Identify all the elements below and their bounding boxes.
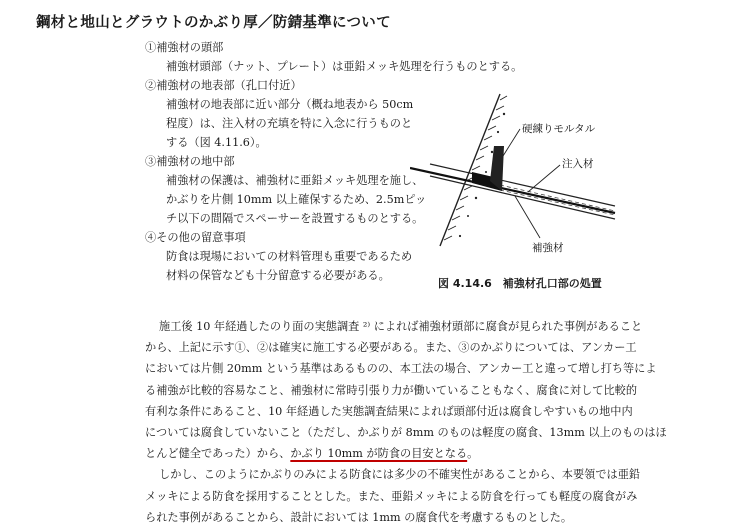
item-heading: ②補強材の地表部（孔口付近） — [145, 79, 302, 92]
paragraph-line: においては片側 20mm という基準はあるものの、本工法の場合、アンカー工と違って増し打ち等によ — [145, 362, 657, 376]
line-suffix: 。 — [467, 447, 479, 461]
paragraph-line: る補強が比較的容易なこと、補強材に常時引張り力が働いていることもなく、腐食に対して比較的 — [145, 383, 638, 397]
paragraph-line: られた事例があることから、設計においては 1mm の腐食代を考慮するものとした。 — [145, 510, 573, 524]
paragraph-line: から、上記に示す①、②は確実に施工する必要がある。また、③のかぶりについては、アンカー工 — [145, 341, 637, 355]
label-mortar: 硬練りモルタル — [522, 123, 596, 135]
item-body-line: 材料の保管なども十分留意する必要がある。 — [166, 269, 390, 282]
paragraph-line: 有利な条件にあること、10 年経過した実態調査結果によれば頭部付近は腐食しやすいもの地中内 — [145, 404, 633, 418]
paragraph-line: メッキによる防食を採用することとした。また、亜鉛メッキによる防食を行っても軽度の腐食がみ — [145, 489, 638, 503]
line-prefix: とんど健全であった）から、 — [145, 447, 291, 461]
label-grout: 注入材 — [562, 158, 594, 170]
paragraph-line — [145, 443, 725, 464]
item-body-line: 程度）は、注入材の充填を特に入念に行うものと — [166, 117, 413, 130]
item-body-line: チ以下の間隔でスペーサーを設置するものとする。 — [166, 212, 424, 225]
list-item — [145, 38, 523, 76]
document-title: 鋼材と地山とグラウトのかぶり厚／防錆基準について — [36, 14, 391, 31]
paragraph-line: については腐食していないこと（ただし、かぶりが 8mm のものは軽度の腐食、13mm 以上のものはほ — [145, 426, 667, 440]
label-bar: 補強材 — [532, 242, 564, 254]
item-body-line: する（図 4.11.6）。 — [166, 136, 267, 149]
item-body-line: かぶりを片側 10mm 以上確保するため、2.5mピッ — [166, 193, 427, 206]
item-body-line: 補強材の保護は、補強材に亜鉛メッキ処理を施し、 — [166, 174, 424, 187]
guideline-list — [145, 38, 523, 285]
paragraph-line: 施工後 10 年経過したのり面の実態調査 ²⁾ によれば補強材頭部に腐食が見られた事例があること — [159, 320, 643, 333]
reinforcing-bar — [410, 168, 615, 213]
paragraph-line: しかし、このようにかぶりのみによる防食には多少の不確実性があることから、本要領では亜鉛 — [159, 468, 641, 482]
list-item — [145, 152, 430, 228]
item-heading: ③補強材の地中部 — [145, 155, 235, 168]
item-body-line: 防食は現場においての材料管理も重要であるため — [166, 250, 413, 263]
highlight-text: かぶり 10mm が防食の目安となる — [290, 447, 468, 461]
item-body-line: 補強材頭部（ナット、プレート）は亜鉛メッキ処理を行うものとする。 — [166, 60, 523, 73]
leader-lines — [498, 129, 560, 238]
bore-hole — [430, 164, 615, 219]
body-paragraph — [145, 316, 725, 528]
list-item — [145, 228, 430, 285]
figure-caption: 図 4.14.6 補強材孔口部の処置 — [438, 277, 602, 290]
list-item — [145, 76, 430, 152]
item-heading: ④その他の留意事項 — [145, 231, 246, 244]
anchor-mouth-diagram — [410, 86, 746, 296]
item-body-line: 補強材の地表部に近い部分（概ね地表から 50cm — [166, 98, 414, 111]
item-heading: ①補強材の頭部 — [145, 41, 224, 54]
